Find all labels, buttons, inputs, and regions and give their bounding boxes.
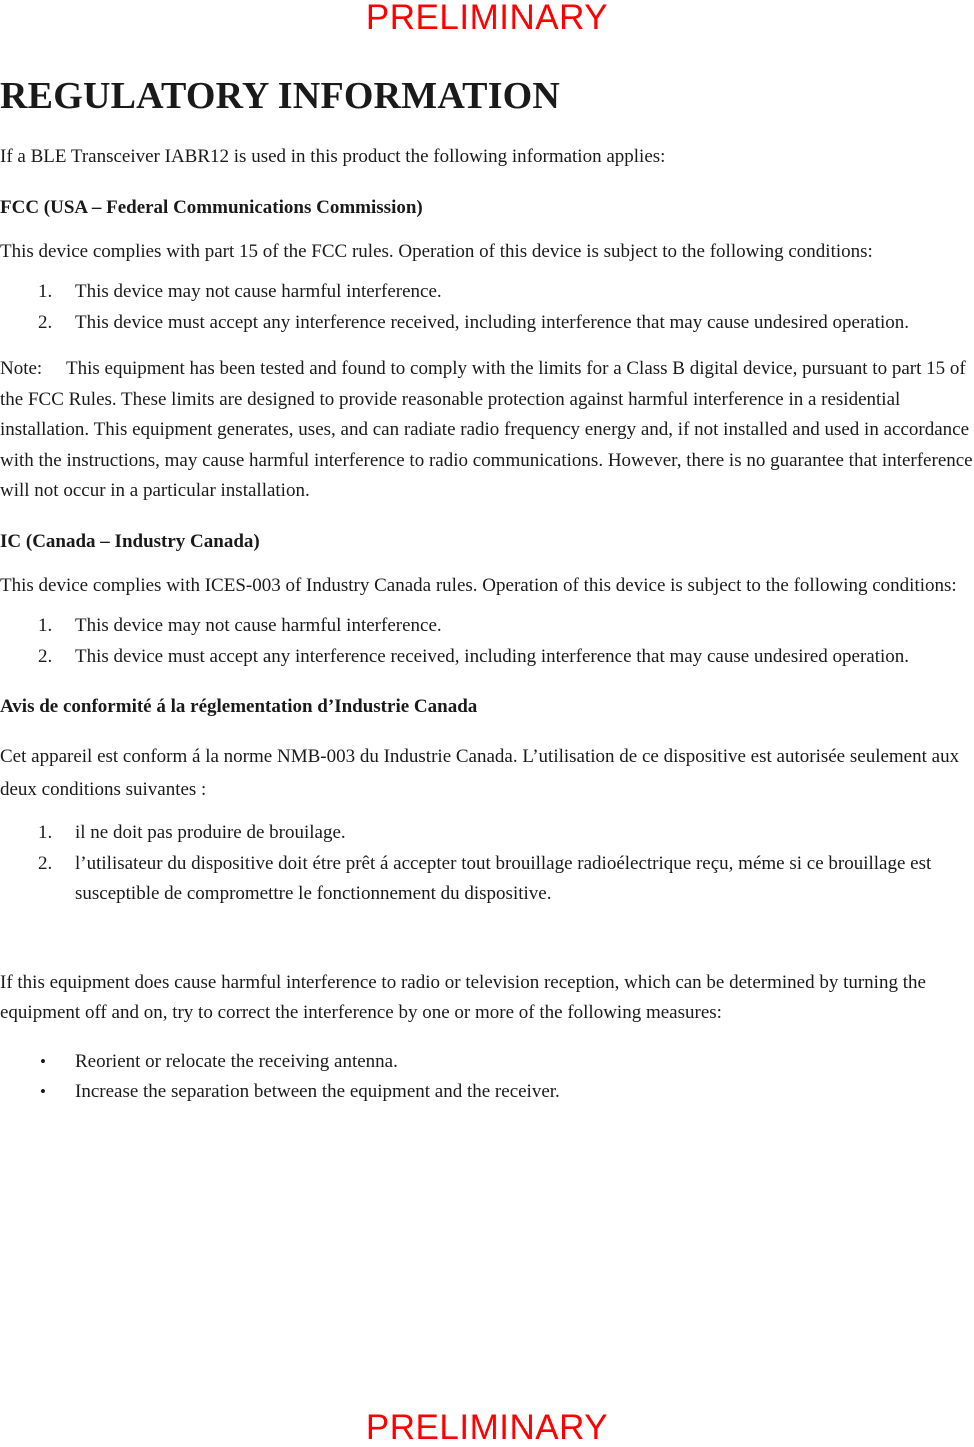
ic-heading: IC (Canada – Industry Canada) xyxy=(0,530,260,552)
avis-body: Cet appareil est conform á la norme NMB-003 du Industrie Canada. L’utilisation de ce dispositive est autorisée seulement aux deux conditions suivantes : xyxy=(0,746,960,800)
ic-conditions-list xyxy=(0,611,974,672)
avis-conditions-list xyxy=(0,818,974,910)
document-body xyxy=(0,76,974,1108)
list-item: 1. This device may not cause harmful interference. xyxy=(38,615,442,636)
list-item: • Reorient or relocate the receiving antenna. xyxy=(0,1047,974,1078)
avis-heading: Avis de conformité á la réglementation d’Industrie Canada xyxy=(0,696,478,717)
bullet-icon: • xyxy=(40,1082,46,1101)
list-item: 2. This device must accept any interference received, including interference that may cause undesired operation. xyxy=(38,311,910,333)
preliminary-watermark-bottom: PRELIMINARY xyxy=(365,1408,609,1447)
measures-list xyxy=(0,1047,974,1108)
page-title: REGULATORY INFORMATION xyxy=(0,75,561,117)
list-item: 2. l’utilisateur du dispositive doit étre prêt á accepter tout brouillage radioélectrique reçu, méme si ce brouillage est susceptible de compromettre le fonctionnement du dispositive. xyxy=(38,852,932,904)
list-item: • Increase the separation between the equipment and the receiver. xyxy=(0,1077,974,1108)
note-label: Note: xyxy=(0,358,43,379)
fcc-note xyxy=(0,354,974,507)
intro-text: If a BLE Transceiver IABR12 is used in this product the following information applies: xyxy=(0,146,666,167)
list-item: 1. il ne doit pas produire de brouilage. xyxy=(38,822,346,843)
list-item: 2. This device must accept any interference received, including interference that may cause undesired operation. xyxy=(38,645,910,667)
preliminary-watermark-top: PRELIMINARY xyxy=(365,0,609,37)
fcc-body: This device complies with part 15 of the FCC rules. Operation of this device is subject to the following conditions: xyxy=(0,240,873,262)
list-item: 1. This device may not cause harmful interference. xyxy=(38,281,442,302)
interference-body: If this equipment does cause harmful interference to radio or television reception, which can be determined by turning the equipment off and on, try to correct the interference by one or more of the following measures: xyxy=(0,971,926,1023)
fcc-conditions-list xyxy=(0,277,974,338)
ic-body: This device complies with ICES-003 of Industry Canada rules. Operation of this device is subject to the following conditions: xyxy=(0,574,957,596)
fcc-heading: FCC (USA – Federal Communications Commission) xyxy=(0,196,423,218)
bullet-icon: • xyxy=(40,1051,46,1071)
note-text: This equipment has been tested and found to comply with the limits for a Class B digital device, pursuant to part 15 of the FCC Rules. These limits are designed to provide reasonable protection against harmful interference in a residential installation. This equipment generates, uses, and can radiate radio frequency energy and, if not installed and used in accordance with the instructions, may cause harmful interference to radio communications. However, there is no guarantee that interference will not occur in a particular installation. xyxy=(0,358,973,501)
